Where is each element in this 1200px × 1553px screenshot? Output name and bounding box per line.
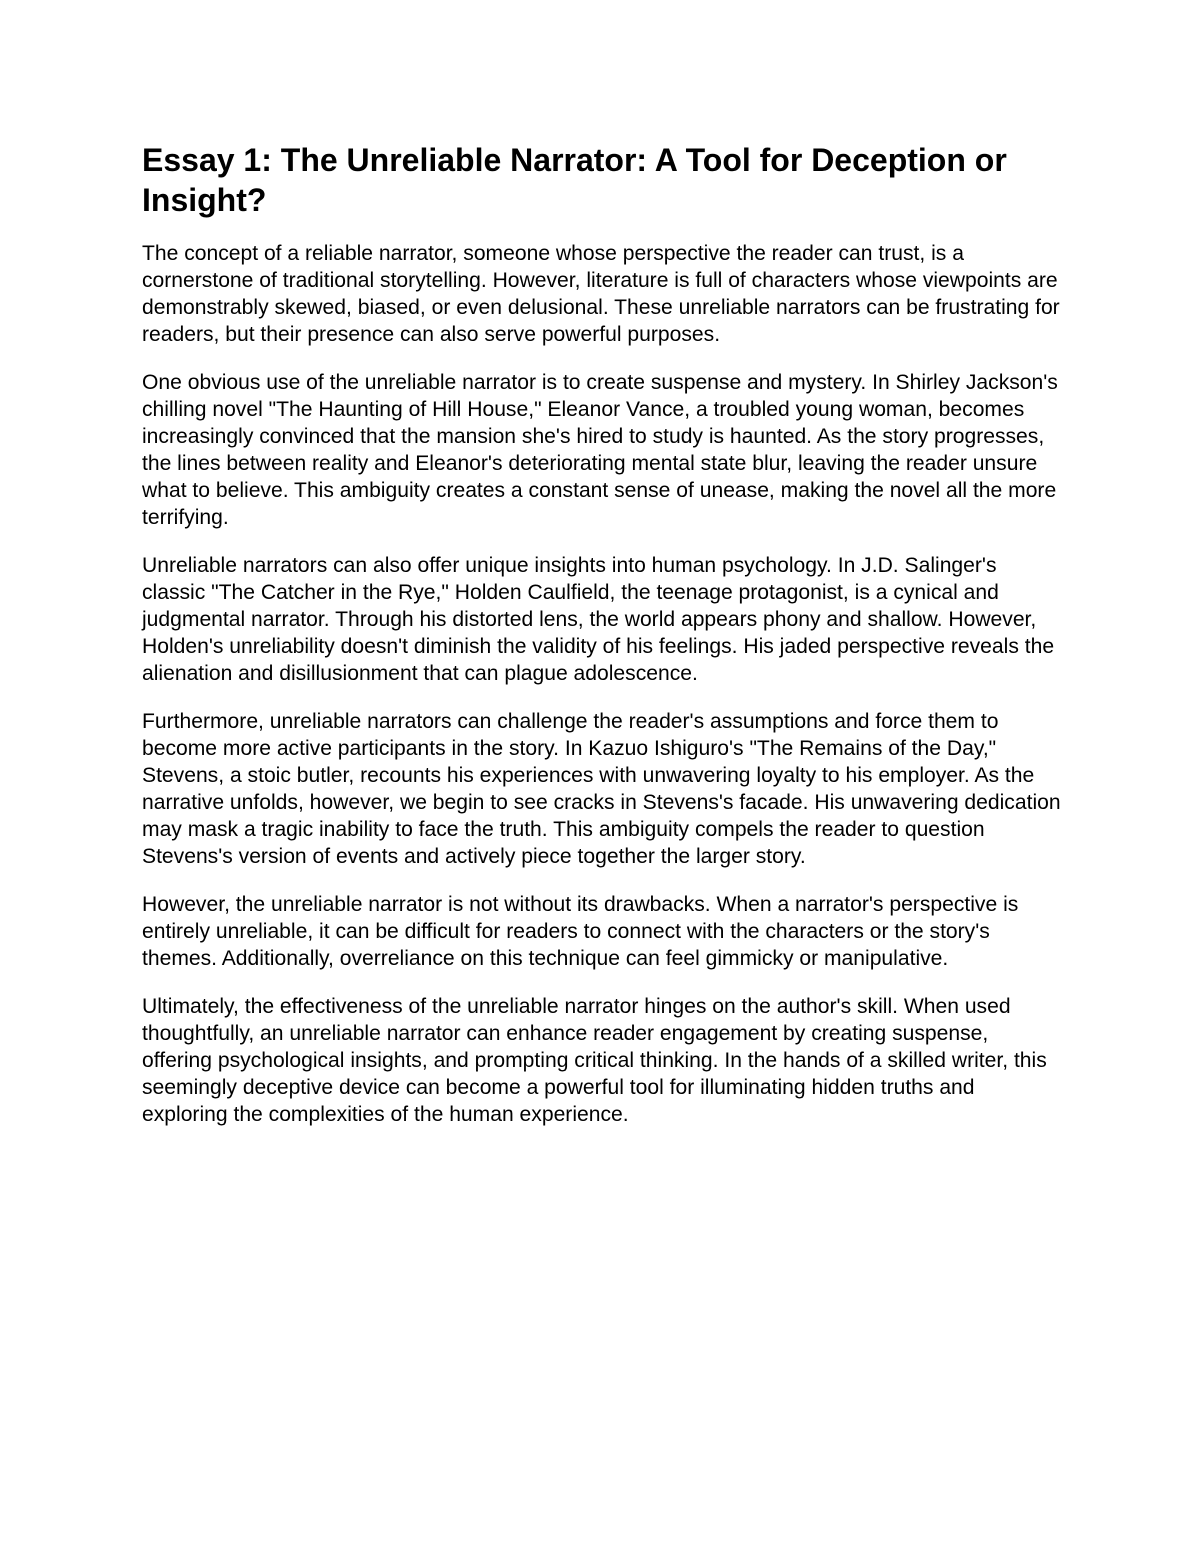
paragraph-conclusion: Ultimately, the effectiveness of the unreliable narrator hinges on the author's skill. When used thoughtfully, an unreliable narrator can enhance reader engagement by creating suspense, offering psychological insights, and prompting critical thinking. In the hands of a skilled writer, this seemingly deceptive device can become a powerful tool for illuminating hidden truths and exploring the complexities of the human experience. — [142, 995, 1047, 1126]
essay-title: Essay 1: The Unreliable Narrator: A Tool for Deception or Insight? — [142, 142, 1007, 218]
paragraph-drawbacks: However, the unreliable narrator is not without its drawbacks. When a narrator's perspective is entirely unreliable, it can be difficult for readers to connect with the characters or the story's themes. Additionally, overreliance on this technique can feel gimmicky or manipulative. — [142, 893, 1019, 970]
paragraph-intro: The concept of a reliable narrator, someone whose perspective the reader can trust, is a cornerstone of traditional storytelling. However, literature is full of characters whose viewpoints are demonstrably skewed, biased, or even delusional. These unreliable narrators can be frustrating for readers, but their presence can also serve powerful purposes. — [142, 242, 1060, 346]
paragraph-assumptions: Furthermore, unreliable narrators can challenge the reader's assumptions and force them to become more active participants in the story. In Kazuo Ishiguro's "The Remains of the Day," Stevens, a stoic butler, recounts his experiences with unwavering loyalty to his employer. As the narrative unfolds, however, we begin to see cracks in Stevens's facade. His unwavering dedication may mask a tragic inability to face the truth. This ambiguity compels the reader to question Stevens's version of events and actively piece together the larger story. — [142, 710, 1061, 868]
paragraph-suspense: One obvious use of the unreliable narrator is to create suspense and mystery. In Shirley Jackson's chilling novel "The Haunting of Hill House," Eleanor Vance, a troubled young woman, becomes increasingly convinced that the mansion she's hired to study is haunted. As the story progresses, the lines between reality and Eleanor's deteriorating mental state blur, leaving the reader unsure what to believe. This ambiguity creates a constant sense of unease, making the novel all the more terrifying. — [142, 371, 1058, 529]
paragraph-psychology: Unreliable narrators can also offer unique insights into human psychology. In J.D. Salinger's classic "The Catcher in the Rye," Holden Caulfield, the teenage protagonist, is a cynical and judgmental narrator. Through his distorted lens, the world appears phony and shallow. However, Holden's unreliability doesn't diminish the validity of his feelings. His jaded perspective reveals the alienation and disillusionment that can plague adolescence. — [142, 554, 1055, 685]
document-body — [142, 140, 1062, 1149]
